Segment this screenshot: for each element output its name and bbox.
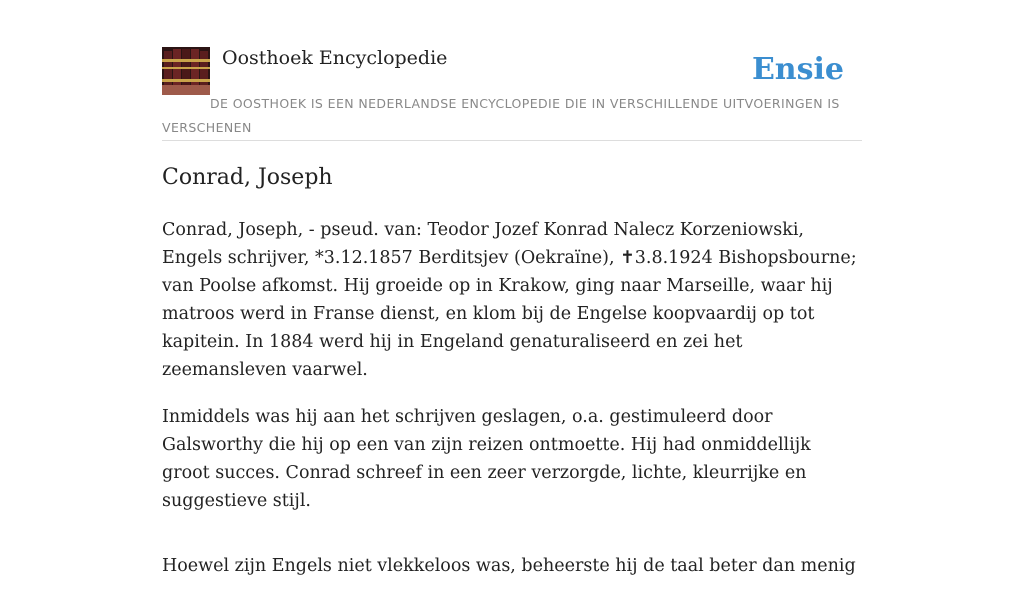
site-tagline: DE OOSTHOEK IS EEN NEDERLANDSE ENCYCLOPEDIE DIE IN VERSCHILLENDE UITVOERINGEN IS VERSCHENEN xyxy=(162,96,840,135)
site-title-link[interactable]: Oosthoek Encyclopedie xyxy=(222,47,448,69)
article-paragraph: Inmiddels was hij aan het schrijven geslagen, o.a. gestimuleerd door Galsworthy die hij op een van zijn reizen ontmoette. Hij had onmiddellijk groot succes. Conrad schreef in een zeer verzorgde, lichte, kleurrijke en suggestieve stijl. xyxy=(162,407,811,511)
site-header xyxy=(162,46,862,141)
article xyxy=(162,160,862,599)
brand-logo-link[interactable]: Ensie xyxy=(751,52,844,87)
encyclopedia-books-icon[interactable] xyxy=(162,47,210,95)
article-title: Conrad, Joseph xyxy=(162,165,333,190)
article-paragraph: Conrad, Joseph, - pseud. van: Teodor Jozef Konrad Nalecz Korzeniowski, Engels schrijver, *3.12.1857 Berditsjev (Oekraïne), ✝3.8.1924 Bishopsbourne; van Poolse afkomst. Hij groeide op in Krakow, ging naar Marseille, waar hij matroos werd in Franse dienst, en klom bij de Engelse koopvaardij op tot kapitein. In 1884 werd hij in Engeland genaturaliseerd en zei het zeemansleven vaarwel. xyxy=(162,220,857,380)
article-paragraph: Hoewel zijn Engels niet vlekkeloos was, beheerste hij de taal beter dan menig xyxy=(162,556,856,576)
